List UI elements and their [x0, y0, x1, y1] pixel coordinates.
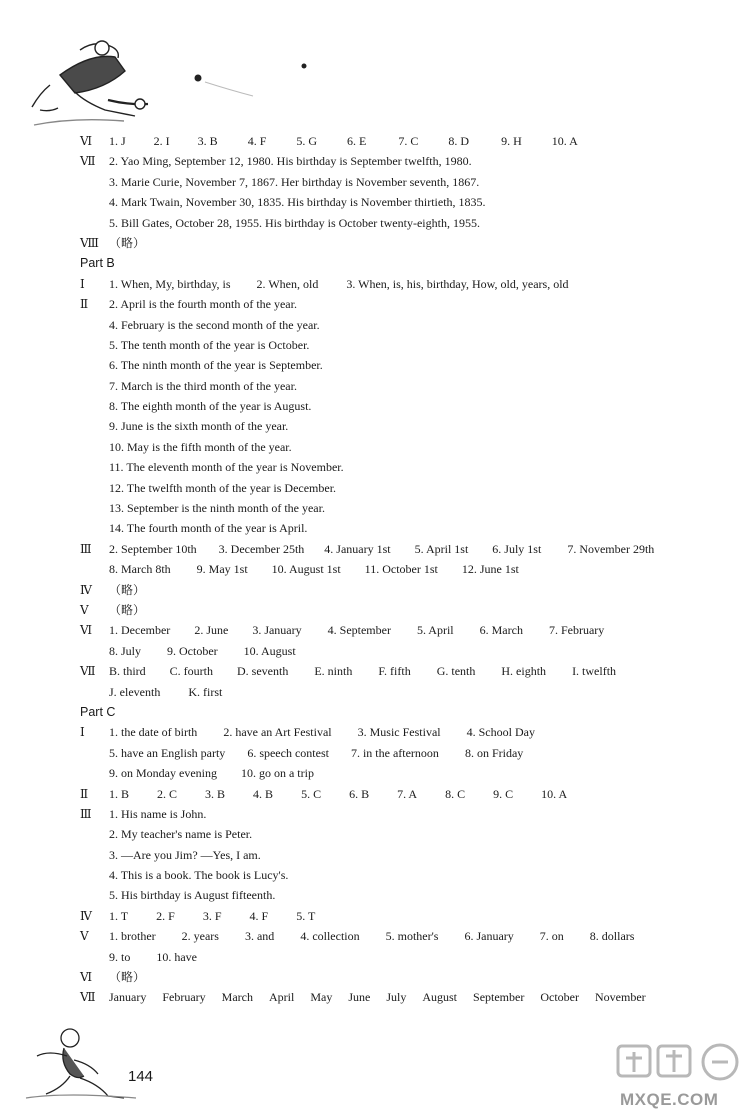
answer-item: G. tenth: [436, 664, 476, 679]
watermark-url: MXQE.COM: [620, 1090, 719, 1109]
answer-text: 10. May is the fifth month of the year.: [109, 439, 292, 454]
answer-item: 9. October: [167, 643, 218, 658]
answer-item: 7. in the afternoon: [350, 745, 439, 760]
answer-item: February: [162, 990, 206, 1005]
answer-item: 6. January: [464, 929, 514, 944]
answer-line: [80, 620, 720, 640]
question-number: Ⅵ: [80, 134, 93, 148]
answer-text: 2. My teacher's name is Peter.: [109, 827, 253, 842]
answer-line: [80, 131, 720, 151]
answer-item: I. twelfth: [572, 664, 617, 679]
answer-text: 4. This is a book. The book is Lucy's.: [109, 868, 289, 883]
answer-line: [80, 396, 720, 416]
answer-line: [80, 192, 720, 212]
section-heading: [80, 253, 720, 273]
answer-item: January: [109, 990, 147, 1005]
answer-line: [80, 824, 720, 844]
answer-item: 3. When, is, his, birthday, How, old, years, old: [346, 276, 569, 291]
answer-item: 4. F: [247, 134, 267, 148]
answer-item: 8. March 8th: [109, 562, 171, 577]
answer-item: 8. D: [448, 134, 470, 148]
answer-item: 6. E: [347, 134, 367, 148]
answer-text: 4. February is the second month of the year.: [109, 317, 320, 332]
answer-text: 2. Yao Ming, September 12, 1980. His birthday is September twelfth, 1980.: [109, 154, 472, 169]
question-number: Ⅶ: [80, 990, 96, 1005]
part-title: Part B: [80, 256, 115, 271]
answer-line: [80, 416, 720, 436]
answer-items: [109, 641, 296, 661]
answer-item: June: [348, 990, 371, 1005]
answer-item: 8. on Friday: [464, 745, 524, 760]
question-number: Ⅴ: [80, 602, 89, 617]
answer-line: [80, 151, 720, 171]
question-number: Ⅰ: [80, 276, 85, 291]
answer-item: 9. H: [501, 134, 522, 148]
answer-text: （略）: [109, 970, 146, 985]
answer-item: F. fifth: [378, 664, 411, 679]
answer-line: [80, 376, 720, 396]
answer-items: [109, 722, 535, 742]
answer-item: 7. on: [539, 929, 564, 944]
answer-item: 3. December 25th: [218, 541, 305, 556]
answer-item: 8. dollars: [589, 929, 635, 944]
answer-text: 5. The tenth month of the year is October.: [109, 337, 310, 352]
answer-line: [80, 885, 720, 905]
answer-text: 13. September is the ninth month of the year.: [109, 501, 325, 516]
answer-item: 7. C: [398, 134, 419, 148]
answer-item: 9. to: [109, 949, 131, 964]
answer-item: K. first: [188, 684, 223, 699]
answer-items: [109, 763, 314, 783]
answer-item: 4. School Day: [466, 725, 535, 740]
answer-item: November: [595, 990, 646, 1005]
answer-item: 5. April 1st: [414, 541, 469, 556]
answer-text: 14. The fourth month of the year is April.: [109, 521, 308, 536]
question-number: Ⅵ: [80, 623, 93, 638]
answer-item: 1. brother: [109, 929, 156, 944]
runner-illustration: [22, 1020, 147, 1105]
answer-item: C. fourth: [169, 664, 214, 679]
answer-item: 10. A: [541, 786, 568, 801]
question-number: Ⅵ: [80, 970, 93, 985]
answer-text: 3. —Are you Jim? —Yes, I am.: [109, 847, 261, 862]
question-number: Ⅲ: [80, 806, 92, 821]
answer-item: J. eleventh: [109, 684, 161, 699]
answer-item: April: [268, 990, 295, 1005]
answer-item: 1. the date of birth: [109, 725, 198, 740]
answer-text: 1. His name is John.: [109, 806, 207, 821]
answer-text: （略）: [109, 582, 146, 597]
answer-item: 2. September 10th: [109, 541, 197, 556]
answer-item: 1. J: [109, 134, 126, 148]
answer-item: 1. T: [109, 908, 129, 923]
page-number: 144: [128, 1068, 154, 1085]
answer-line: [80, 661, 720, 681]
answer-item: 8. July: [109, 643, 142, 658]
answer-item: D. seventh: [237, 664, 289, 679]
question-number: Ⅰ: [80, 725, 85, 740]
answer-line: [80, 987, 720, 1007]
answer-line: [80, 335, 720, 355]
answer-item: 2. F: [156, 908, 175, 923]
answer-text: 2. April is the fourth month of the year.: [109, 297, 297, 312]
part-title: Part C: [80, 704, 116, 719]
answer-item: 10. have: [156, 949, 197, 964]
answer-item: 8. C: [445, 786, 466, 801]
answer-items: [109, 620, 604, 640]
answer-item: March: [221, 990, 253, 1005]
answer-line: [80, 865, 720, 885]
answer-item: 6. speech contest: [247, 745, 329, 760]
answer-item: 3. and: [244, 929, 275, 944]
answer-item: 7. A: [397, 786, 418, 801]
answer-text: 4. Mark Twain, November 30, 1835. His birthday is November thirtieth, 1835.: [109, 195, 486, 210]
question-number: Ⅳ: [80, 908, 92, 923]
answer-content: [80, 131, 720, 1008]
answer-text: 12. The twelfth month of the year is December.: [109, 480, 337, 495]
answer-item: 2. years: [181, 929, 219, 944]
answer-line: [80, 233, 720, 253]
answer-item: 11. October 1st: [364, 562, 438, 577]
answer-items: [109, 743, 523, 763]
answer-text: 6. The ninth month of the year is September.: [109, 358, 323, 373]
answer-item: 10. August 1st: [271, 562, 341, 577]
answer-item: 4. collection: [300, 929, 360, 944]
answer-line: [80, 967, 720, 987]
answer-item: 9. May 1st: [196, 562, 248, 577]
answer-item: H. eighth: [501, 664, 547, 679]
answer-item: 5. T: [296, 908, 316, 923]
answer-item: 5. April: [416, 623, 454, 638]
answer-item: 9. on Monday evening: [109, 766, 217, 781]
answer-item: 3. B: [205, 786, 226, 801]
answer-line: [80, 804, 720, 824]
answer-line: [80, 682, 720, 702]
answer-item: May: [310, 990, 333, 1005]
section-heading: [80, 702, 720, 722]
answer-item: 2. C: [157, 786, 178, 801]
answer-line: [80, 559, 720, 579]
answer-item: 3. B: [197, 134, 218, 148]
answer-line: [80, 845, 720, 865]
answer-items: [109, 274, 569, 294]
answer-text: 5. Bill Gates, October 28, 1955. His birthday is October twenty-eighth, 1955.: [109, 215, 480, 230]
answer-items: [109, 947, 197, 967]
question-number: Ⅶ: [80, 664, 96, 679]
answer-items: [109, 682, 222, 702]
answer-item: 10. A: [551, 134, 578, 148]
answer-line: [80, 315, 720, 335]
answer-text: 11. The eleventh month of the year is November.: [109, 460, 344, 475]
answer-item: 9. C: [493, 786, 514, 801]
answer-item: 1. B: [109, 786, 130, 801]
answer-item: 2. June: [194, 623, 229, 638]
answer-item: 4. B: [253, 786, 274, 801]
answer-line: [80, 926, 720, 946]
hockey-player-illustration: [20, 30, 310, 130]
answer-line: [80, 722, 720, 742]
question-number: Ⅲ: [80, 541, 92, 556]
answer-line: [80, 743, 720, 763]
answer-item: 12. June 1st: [461, 562, 519, 577]
answer-text: 7. March is the third month of the year.: [109, 378, 297, 393]
answer-items: [109, 131, 578, 151]
answer-item: 6. B: [349, 786, 370, 801]
answer-text: 5. His birthday is August fifteenth.: [109, 888, 276, 903]
answer-items: [109, 559, 519, 579]
answer-items: [109, 926, 634, 946]
answer-item: 10. go on a trip: [240, 766, 314, 781]
answer-line: [80, 478, 720, 498]
answer-line: [80, 947, 720, 967]
answer-item: September: [473, 990, 525, 1005]
answer-items: [109, 539, 654, 559]
answer-line: [80, 437, 720, 457]
answer-item: 4. September: [327, 623, 391, 638]
answer-line: [80, 498, 720, 518]
answer-text: 9. June is the sixth month of the year.: [109, 419, 289, 434]
answer-items: [109, 906, 315, 926]
answer-text: 8. The eighth month of the year is August.: [109, 399, 312, 414]
answer-item: 2. have an Art Festival: [223, 725, 332, 740]
answer-text: （略）: [109, 235, 146, 250]
answer-item: 3. F: [202, 908, 222, 923]
answer-item: 4. F: [249, 908, 269, 923]
answer-item: 5. G: [296, 134, 318, 148]
answer-item: 3. January: [252, 623, 302, 638]
answer-item: July: [386, 990, 407, 1005]
answer-item: 3. Music Festival: [357, 725, 441, 740]
answer-item: October: [540, 990, 579, 1005]
answer-line: [80, 600, 720, 620]
answer-line: [80, 906, 720, 926]
question-number: Ⅱ: [80, 786, 89, 801]
answer-items: [109, 987, 646, 1007]
answer-line: [80, 763, 720, 783]
answer-item: 1. December: [109, 623, 171, 638]
answer-line: [80, 457, 720, 477]
question-number: Ⅶ: [80, 154, 96, 169]
answer-item: B. third: [109, 664, 146, 679]
answer-items: [109, 661, 616, 681]
answer-item: 6. July 1st: [492, 541, 542, 556]
question-number: Ⅷ: [80, 235, 99, 250]
question-number: Ⅳ: [80, 582, 92, 597]
answer-line: [80, 784, 720, 804]
answer-line: [80, 274, 720, 294]
answer-item: 5. mother's: [385, 929, 439, 944]
answer-item: 5. have an English party: [109, 745, 226, 760]
answer-item: 7. November 29th: [567, 541, 655, 556]
answer-text: （略）: [109, 602, 146, 617]
answer-item: 6. March: [479, 623, 523, 638]
answer-line: [80, 580, 720, 600]
answer-item: 2. I: [153, 134, 170, 148]
question-number: Ⅴ: [80, 929, 89, 944]
answer-line: [80, 213, 720, 233]
answer-item: 5. C: [301, 786, 322, 801]
answer-item: 4. January 1st: [324, 541, 391, 556]
answer-line: [80, 294, 720, 314]
answer-line: [80, 641, 720, 661]
answer-line: [80, 518, 720, 538]
answer-line: [80, 355, 720, 375]
answer-item: E. ninth: [314, 664, 353, 679]
answer-item: 10. August: [243, 643, 296, 658]
answer-item: August: [422, 990, 458, 1005]
answer-items: [109, 784, 567, 804]
answer-item: 7. February: [548, 623, 605, 638]
answer-item: 2. When, old: [256, 276, 319, 291]
answer-text: 3. Marie Curie, November 7, 1867. Her birthday is November seventh, 1867.: [109, 174, 480, 189]
answer-item: 1. When, My, birthday, is: [109, 276, 231, 291]
answer-line: [80, 539, 720, 559]
answer-line: [80, 172, 720, 192]
question-number: Ⅱ: [80, 297, 89, 312]
